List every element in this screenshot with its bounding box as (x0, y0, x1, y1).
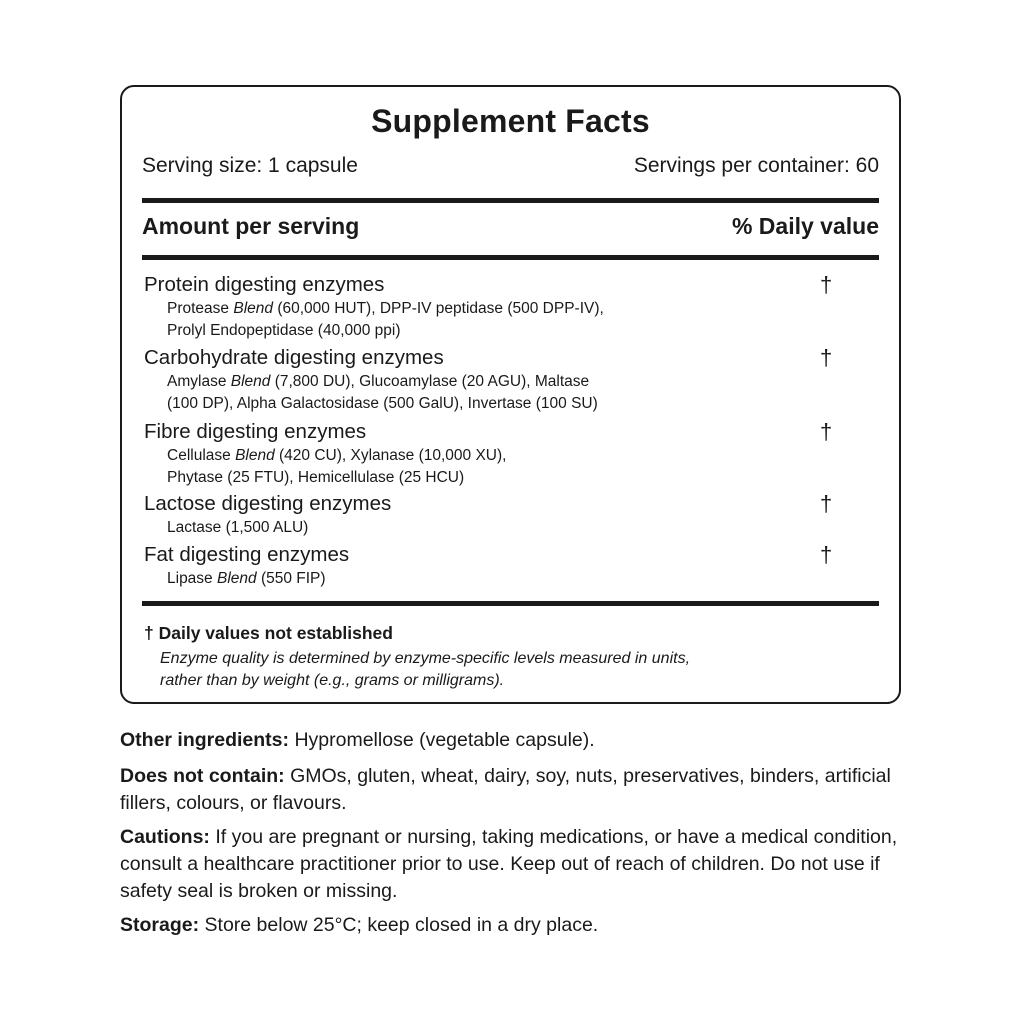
detail-line (167, 320, 879, 342)
detail-line (167, 568, 879, 590)
detail-text: Phytase (25 FTU), Hemicellulase (25 HCU) (167, 469, 465, 486)
cautions-text: If you are pregnant or nursing, taking medications, or have a medical condition, consult a healthcare practitioner prior to use. Keep out of reach of children. Do not use if safety seal is broken or missing. (120, 826, 898, 902)
detail-line (167, 393, 879, 415)
detail-line (167, 467, 879, 489)
detail-text: (550 FIP) (256, 570, 326, 587)
enzyme-group (144, 420, 879, 492)
amount-header: Amount per serving (142, 213, 360, 239)
other-ingredients-text: Hypromellose (vegetable capsule). (289, 729, 595, 751)
detail-italic: Blend (235, 447, 275, 464)
dagger-mark: † (820, 272, 833, 297)
dagger-mark: † (820, 491, 833, 516)
dagger-mark: † (820, 542, 833, 567)
servings-per-container: Servings per container: 60 (633, 154, 879, 177)
footnote-title: † Daily values not established (144, 623, 393, 643)
group-name: Protein digesting enzymes (144, 273, 385, 296)
detail-italic: Blend (230, 373, 271, 390)
group-detail (144, 297, 879, 342)
dagger-mark: † (820, 419, 833, 444)
does-not-contain-text: GMOs, gluten, wheat, dairy, soy, nuts, preservatives, binders, artificial fillers, colours, or flavours. (120, 765, 891, 814)
enzyme-group (144, 543, 879, 590)
detail-line (167, 445, 879, 467)
storage-label: Storage: (120, 914, 200, 936)
detail-line (167, 517, 879, 539)
divider-top (142, 198, 879, 203)
group-name: Fibre digesting enzymes (144, 420, 367, 443)
detail-text: (100 DP), Alpha Galactosidase (500 GalU), Invertase (100 SU) (167, 395, 598, 412)
detail-text: Lactase (1,500 ALU) (167, 519, 309, 536)
does-not-contain (120, 763, 900, 817)
supplement-facts-panel (120, 85, 901, 704)
divider-bottom (142, 601, 879, 606)
group-name: Lactose digesting enzymes (144, 492, 392, 515)
detail-line (167, 298, 879, 320)
detail-italic: Blend (233, 300, 274, 317)
divider-middle (142, 255, 879, 260)
does-not-contain-label: Does not contain: (120, 765, 285, 787)
group-detail (144, 444, 879, 489)
detail-text: Protease (167, 300, 234, 317)
serving-size: Serving size: 1 capsule (142, 154, 358, 177)
other-ingredients (120, 727, 900, 754)
detail-italic: Blend (216, 570, 257, 587)
cautions-label: Cautions: (120, 826, 210, 848)
detail-text: Lipase (167, 570, 217, 587)
detail-text: (7,800 DU), Glucoamylase (20 AGU), Maltase (270, 373, 590, 390)
storage-text: Store below 25°C; keep closed in a dry place. (199, 914, 599, 936)
detail-text: Cellulase (167, 447, 236, 464)
other-ingredients-label: Other ingredients: (120, 729, 290, 751)
group-name: Fat digesting enzymes (144, 543, 350, 566)
detail-text: (420 CU), Xylanase (10,000 XU), (274, 447, 507, 464)
dagger-mark: † (820, 345, 833, 370)
enzyme-groups (144, 273, 879, 590)
group-detail (144, 567, 879, 590)
enzyme-group (144, 346, 879, 420)
detail-text: (60,000 HUT), DPP-IV peptidase (500 DPP-IV), (273, 300, 604, 317)
storage (120, 912, 900, 939)
detail-text: Prolyl Endopeptidase (40,000 ppi) (167, 322, 401, 339)
enzyme-group (144, 492, 879, 543)
group-detail (144, 370, 879, 415)
footnote-text: Enzyme quality is determined by enzyme-specific levels measured in units, rather than by weight (e.g., grams or milligrams). (160, 650, 691, 689)
cautions (120, 824, 900, 905)
detail-text: Amylase (167, 373, 231, 390)
group-detail (144, 516, 879, 539)
facts-title: Supplement Facts (371, 103, 650, 139)
daily-value-header: % Daily value (731, 213, 879, 239)
enzyme-group (144, 273, 879, 346)
group-name: Carbohydrate digesting enzymes (144, 346, 444, 369)
detail-line (167, 371, 879, 393)
